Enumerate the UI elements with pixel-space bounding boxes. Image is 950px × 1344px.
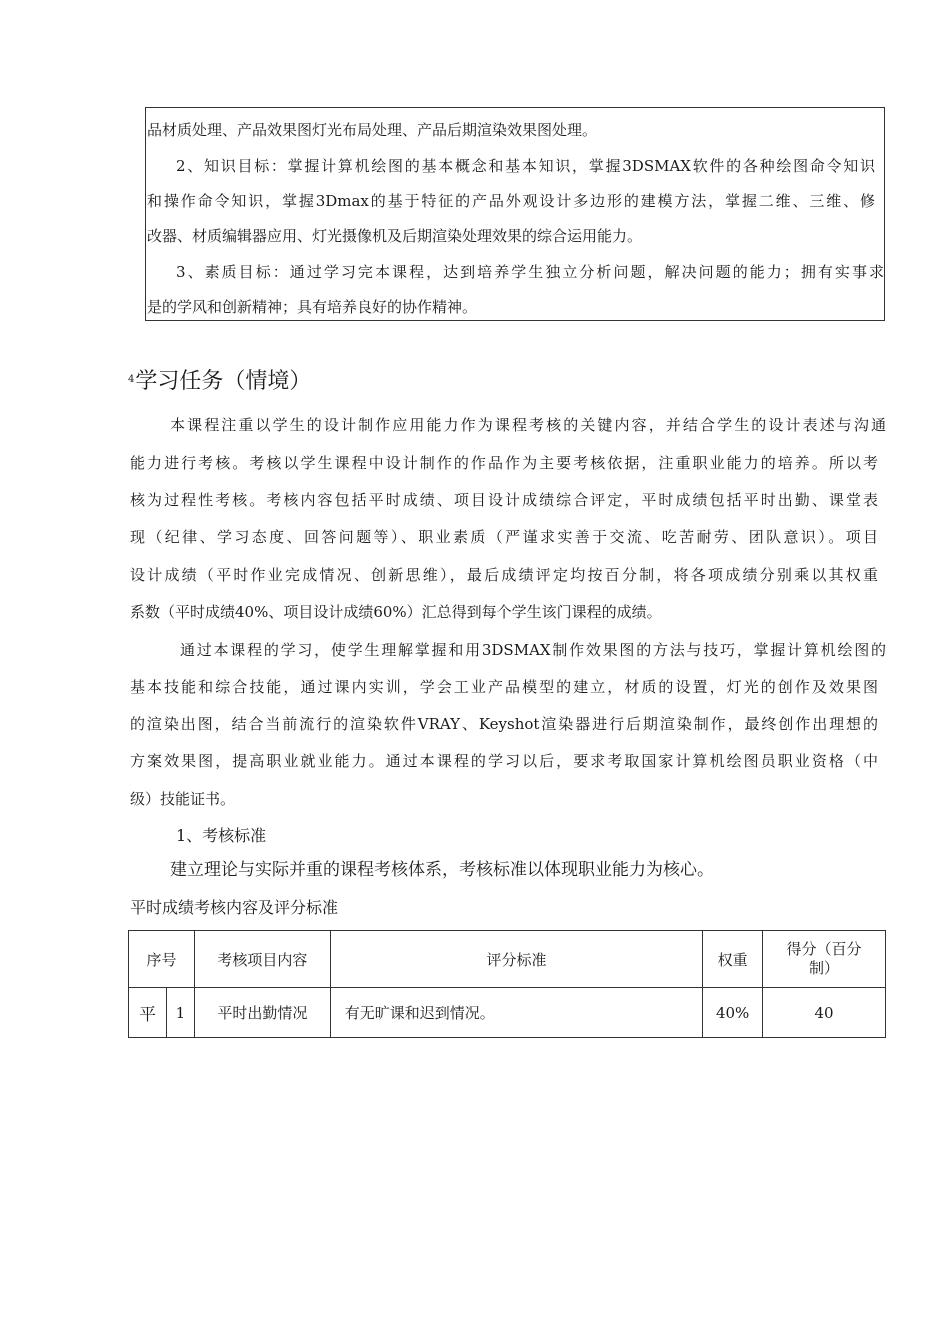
- para1-line-3: 核为过程性考核。考核内容包括平时成绩、项目设计成绩综合评定，平时成绩包括平时出勤、课堂表: [130, 491, 878, 509]
- row-weight: 40%: [703, 988, 763, 1038]
- assessment-heading: 1、考核标准: [176, 826, 267, 845]
- row-item: 平时出勤情况: [194, 988, 330, 1038]
- objectives-line-4: 改器、材质编辑器应用、灯光摄像机及后期渲染处理效果的综合运用能力。: [147, 227, 643, 245]
- section-heading: [128, 367, 311, 397]
- row-category: 平: [129, 988, 167, 1038]
- table-row: [129, 988, 886, 1038]
- table-caption: 平时成绩考核内容及评分标准: [130, 898, 339, 917]
- grading-table: [128, 930, 886, 1038]
- para2-line-4: 方案效果图，提高职业就业能力。通过本课程的学习以后，要求考取国家计算机绘图员职业资格（中: [130, 752, 878, 770]
- header-score-line-1: 得分（百分: [786, 940, 862, 958]
- objectives-line-3: 和操作命令知识，掌握3Dmax的基于特征的产品外观设计多边形的建模方法，掌握二维、三维、修: [147, 192, 875, 210]
- row-score: 40: [763, 988, 886, 1038]
- table-header-row: [129, 931, 886, 988]
- section-title: 学习任务（情境）: [135, 369, 312, 394]
- header-weight: 权重: [703, 931, 763, 988]
- para2-line-1: 通过本课程的学习，使学生理解掌握和用3DSMAX制作效果图的方法与技巧，掌握计算机绘图的: [180, 641, 886, 659]
- header-criteria: 评分标准: [330, 931, 702, 988]
- objectives-line-2: 2、知识目标：掌握计算机绘图的基本概念和基本知识，掌握3DSMAX软件的各种绘图命令知识: [176, 157, 875, 175]
- row-number: 1: [166, 988, 194, 1038]
- para2-line-3: 的渲染出图，结合当前流行的渲染软件VRAY、Keyshot渲染器进行后期渲染制作，最终创作出理想的: [130, 715, 878, 733]
- header-score: [763, 931, 886, 988]
- para2-line-2: 基本技能和综合技能，通过课内实训，学会工业产品模型的建立，材质的设置，灯光的创作及效果图: [130, 678, 878, 696]
- objectives-line-5: 3、素质目标：通过学习完本课程，达到培养学生独立分析问题，解决问题的能力；拥有实事求: [176, 263, 884, 281]
- para1-line-4: 现（纪律、学习态度、回答问题等）、职业素质（严谨求实善于交流、吃苦耐劳、团队意识）。项目: [130, 528, 878, 546]
- para2-line-5: 级）技能证书。: [130, 790, 236, 808]
- section-number: 4: [128, 374, 135, 385]
- header-index: 序号: [129, 931, 195, 988]
- para1-line-5: 设计成绩（平时作业完成情况、创新思维），最后成绩评定均按百分制，将各项成绩分别乘以其权重: [130, 566, 878, 584]
- assessment-statement: 建立理论与实际并重的课程考核体系，考核标准以体现职业能力为核心。: [170, 860, 714, 880]
- objectives-line-6: 是的学风和创新精神；具有培养良好的协作精神。: [147, 298, 478, 316]
- para1-line-2: 能力进行考核。考核以学生课程中设计制作的作品作为主要考核依据，注重职业能力的培养。所以考: [130, 454, 878, 472]
- header-score-line-2: 制）: [809, 959, 840, 977]
- header-item: 考核项目内容: [194, 931, 330, 988]
- para1-line-6: 系数（平时成绩40%、项目设计成绩60%）汇总得到每个学生该门课程的成绩。: [130, 603, 662, 621]
- objectives-line-1: 品材质处理、产品效果图灯光布局处理、产品后期渲染效果图处理。: [147, 121, 598, 139]
- row-criteria: 有无旷课和迟到情况。: [330, 988, 702, 1038]
- para1-line-1: 本课程注重以学生的设计制作应用能力作为课程考核的关键内容，并结合学生的设计表述与沟通: [170, 416, 886, 434]
